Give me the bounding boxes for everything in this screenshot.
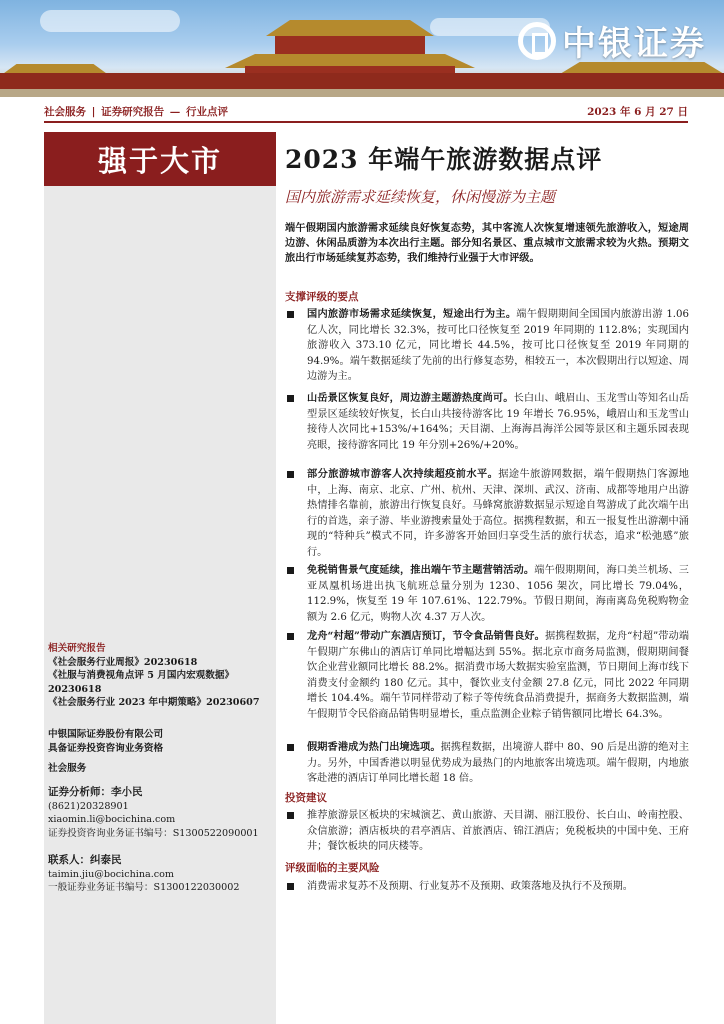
company-name: 中银国际证券股份有限公司 [48,729,164,740]
bullet-text: 端午假期期间全国国内旅游出游 1.06 亿人次，同比增长 32.3%，按可比口径恢复至 2019 年同期的 112.8%；实现国内旅游收入 373.10 亿元，同比增长 44.5%，按可比口径恢复至 2019 年同期的 94.9%。端午数据延续了先前的出行修复态势，相较五一，本次假期出行以短途、周边游为主。 [307,309,690,383]
bullet-square-icon [287,567,294,574]
bullet-text: 据携程数据，出境游人群中 80、90 后是出游的绝对主力。另外，中国香港以明显优势成为最热门的内地旅客出境选项。端午假期，内地旅客赴港的酒店订单同比增长超 18 倍。 [307,742,690,785]
bullet-text: 据途牛旅游网数据，端午假期热门客源地中，上海、南京、北京、广州、杭州、天津、深圳、武汉、济南、成都等地用户出游热情排名靠前，旅游出行恢复良好。马蜂窝旅游数据显示短途自驾游成了此次端午出行的首选，亲子游、毕业游搜索量处于高位。据携程数据，和五一报复性出游潮中涌现的“特种兵”模式不同，许多游客开始回归享受生活的旅行状态，追求“松弛感”旅行。 [307,469,689,558]
rating-badge: 强于大市 [44,132,276,186]
report-tags: 社会服务 | 证券研究报告 — 行业点评 [44,105,228,118]
contact-name: 联系人：纠泰民 [48,854,122,866]
invest-text: 推荐旅游景区板块的宋城演艺、黄山旅游、天目湖、丽江股份、长白山、岭南控股、众信旅游；酒店板块的君亭酒店、首旅酒店、锦江酒店；免税板块的中国中免、王府井；餐饮板块的同庆楼等。 [307,810,689,853]
meta-bar [44,101,688,123]
risk-item [285,879,689,895]
bullet-text: 据携程数据，龙舟“村超”带动端午假期广东佛山的酒店订单同比增幅达到 55%。据北京市商务局监测，假期期间餐饮企业营业额同比增长 88.2%。据消费市场大数据实验室监测，节日期间上海市线下消费支付金额约 180 亿元。其中，餐饮业支付金额 27.8 亿元，同比 2022 年同期增长 104.4%。端午节同样带动了粽子等传统食品消费提升，据商务大数据监测，端午假期节令民俗商品销售明显增长，重点监测企业粽子销售额同比增长 64.3%。 [307,631,690,720]
contact-cert: 一般证券业务证书编号：S1300122030002 [48,882,240,893]
header-banner [0,0,724,97]
bullet-lead: 山岳景区恢复良好，周边游主题游热度尚可。 [307,392,514,404]
bullet-square-icon [287,311,294,318]
invest-item [285,808,689,855]
category: 社会服务 [44,105,86,118]
bullet-item [285,307,689,385]
company-qualification: 具备证券投资咨询业务资格 [48,742,164,754]
analyst-phone: (8621)20328901 [48,800,129,812]
bullet-lead: 国内旅游市场需求延续恢复，短途出行为主。 [307,308,517,320]
company-info [48,728,272,755]
bullet-item [285,740,689,787]
bullet-lead: 免税销售景气度延续，推出端午节主题营销活动。 [307,564,535,576]
bullet-square-icon [287,471,294,478]
bullet-text: 端午假期期间，海口美兰机场、三亚凤凰机场进出执飞航班总量分别为 1230、1056 架次，同比增长 79.04%，112.9%，恢复至 19 年 107.61%、122.79%。节假日期间，海南离岛免税购物金额为 2.6 亿元，购物人次 4.37 万人次。 [307,565,689,623]
bullet-lead: 部分旅游城市游客人次持续超疫前水平。 [307,468,499,480]
bullet-square-icon [287,744,294,751]
related-item[interactable]: 《社会服务行业周报》20230618 [48,656,198,668]
analyst-name: 证券分析师：李小民 [48,786,143,798]
bullet-text: 长白山、峨眉山、玉龙雪山等知名山岳型景区延续较好恢复，长白山共接待游客比 19 年增长 76.95%，峨眉山和玉龙雪山接待人次同比+153%/+164%；天目湖、上海海昌海洋公园等景区和主题乐园表现亮眼，接待游客同比 19 年分别+26%/+20%。 [307,393,689,451]
boc-logo-icon [518,22,556,60]
bullet-lead: 假期香港成为热门出境选项。 [307,741,441,753]
analyst-email[interactable]: xiaomin.li@bocichina.com [48,814,176,825]
bullet-item [285,629,689,723]
bullet-item [285,391,689,453]
related-item[interactable]: 《社服与消费视角点评 5 月国内宏观数据》20230618 [48,670,235,695]
analyst-info [48,786,272,840]
contact-info [48,854,272,895]
section-heading-support: 支撑评级的要点 [285,291,359,303]
sector-label: 社会服务 [48,763,87,774]
report-subtitle: 国内旅游需求延续恢复，休闲慢游为主题 [285,188,556,206]
related-heading: 相关研究报告 [48,643,106,654]
sub-type: 行业点评 [185,105,228,118]
analyst-cert: 证券投资咨询业务证书编号：S1300522090001 [48,827,259,839]
report-type: 证券研究报告 [101,105,165,118]
section-heading-risk: 评级面临的主要风险 [285,862,380,874]
bullet-square-icon [287,395,294,402]
risk-text: 消费需求复苏不及预期、行业复苏不及预期、政策落地及执行不及预期。 [307,881,633,892]
summary-paragraph: 端午假期国内旅游需求延续良好恢复态势，其中客流人次恢复增速领先旅游收入，短途周边游、休闲品质游为本次出行主题。部分知名景区、重点城市文旅需求较为火热。预期文旅出行市场延续复苏态势，我们维持行业强于大市评级。 [285,222,689,265]
bullet-square-icon [287,633,294,640]
brand-name: 中银证券 [562,24,706,64]
report-date: 2023 年 6 月 27 日 [587,105,688,118]
related-item[interactable]: 《社会服务行业 2023 年中期策略》20230607 [48,697,260,708]
bullet-square-icon [287,812,294,819]
section-heading-invest: 投资建议 [285,792,327,804]
bullet-lead: 龙舟“村超”带动广东酒店预订，节令食品销售良好。 [307,630,545,642]
report-title: 2023 年端午旅游数据点评 [285,145,603,174]
bullet-item [285,563,689,625]
brand-logo [518,16,706,65]
bullet-item [285,467,689,561]
related-reports [48,642,272,710]
bullet-square-icon [287,883,294,890]
contact-email[interactable]: taimin.jiu@bocichina.com [48,868,175,880]
